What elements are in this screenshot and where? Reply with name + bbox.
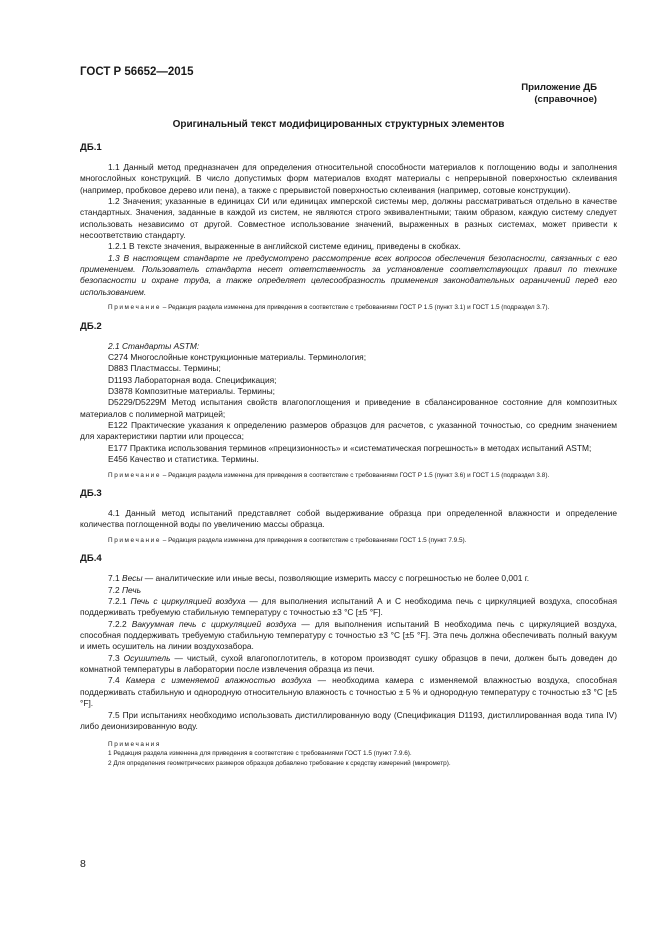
note-db2 — [80, 472, 617, 481]
clause-text: — необходима камера с изменяемой влажностью воздуха, способная поддерживать стабильную и однородную относительную влажность с точностью ± 5 % и однородную температуру с точностью ±3 °С [±5 °F]. — [80, 675, 617, 709]
astm-list-item: E456 Качество и статистика. Термины. — [108, 454, 259, 465]
note-db1 — [80, 304, 617, 313]
term-italic: Камера с изменяемой влажностью воздуха — [125, 675, 312, 686]
notes-label-text: Примечания — [108, 741, 161, 749]
astm-list-item: D5229/D5229M Метод испытания свойств влагопоглощения и приведение в сбалансированное состояние для композитных материалов с полимерной матрицей; — [80, 397, 617, 419]
paragraph-7-2-2 — [80, 619, 617, 653]
paragraph-4-1: 4.1 Данный метод испытаний представляет собой выдерживание образца при определенной влажности и определение количества поглощенной воды по увеличению массы образца. — [80, 508, 617, 530]
note-label: Примечание — [108, 471, 161, 479]
section-heading-db3: ДБ.3 — [80, 488, 102, 500]
note-text: – Редакция раздела изменена для приведения в соответствие с требованиями ГОСТ Р 1.5 (пункт 3.1) и ГОСТ 1.5 (подраздел 3.7). — [161, 304, 550, 312]
main-content — [80, 142, 617, 768]
term-italic: Осушитель — [123, 652, 171, 663]
astm-list-item: E177 Практика использования терминов «прецизионность» и «систематическая погрешность» в методах испытаний ASTM; — [108, 442, 592, 453]
clause-text: — для выполнения испытаний А и С необходима печь с циркуляцией воздуха, способная поддерживать требуемую стабильную температуру с точностью ±3 °С [±5 °F]. — [80, 596, 618, 618]
paragraph-1-1: 1.1 Данный метод предназначен для определения относительной способности материалов к поглощению воды и заполнения многослойных конструкций. В число допустимых форм материалов входят материалы с непрерывной поверхностью склеивания (например, пробковое дерево или пена), а также с прерывистой поверхностью склеивания (например, сотовые конструкции). — [80, 162, 617, 195]
astm-list-item: E122 Практические указания к определению размеров образцов для расчетов, с указанной точностью, со средним значением для характеристики партии или процесса; — [80, 420, 617, 442]
page-number: 8 — [80, 858, 86, 870]
note-item: 1 Редакция раздела изменена для приведения в соответствие с требованиями ГОСТ 1.5 (пункт 7.9.6). — [108, 750, 412, 758]
clause-number: 7.3 — [108, 652, 124, 663]
note-text: – Редакция раздела изменена для приведения в соответствие с требованиями ГОСТ Р 1.5 (пункт 3.6) и ГОСТ 1.5 (подраздел 3.8). — [161, 471, 550, 479]
document-title: Оригинальный текст модифицированных структурных элементов — [172, 119, 505, 130]
term-italic: Печь — [121, 584, 141, 595]
astm-list-item: D1193 Лабораторная вода. Спецификация; — [108, 374, 277, 385]
note-label: Примечание — [108, 304, 161, 312]
clause-number: 7.2.2 — [108, 618, 132, 629]
paragraph-1-2-1: 1.2.1 В тексте значения, выраженные в английской системе единиц, приведены в скобках. — [108, 241, 461, 252]
astm-list-item: D883 Пластмассы. Термины; — [108, 363, 221, 374]
standard-header: ГОСТ Р 56652—2015 — [80, 66, 194, 78]
note-db3 — [80, 537, 617, 546]
term-italic: Вакуумная печь с циркуляцией воздуха — [131, 618, 297, 629]
paragraph-7-2-1 — [80, 596, 617, 619]
astm-list-item: C274 Многослойные конструкционные материалы. Терминология; — [108, 352, 367, 363]
appendix-title: Приложение ДБ — [521, 82, 597, 93]
appendix-heading — [80, 82, 597, 106]
paragraph-2-1 — [80, 341, 617, 352]
paragraph-1-3 — [80, 253, 617, 298]
clause-number: 7.1 — [108, 573, 122, 584]
clause-text: — аналитические или иные весы, позволяющие измерить массу с погрешностью не более 0,001 г. — [142, 573, 530, 584]
paragraph-7-2 — [80, 585, 617, 596]
paragraph-7-3 — [80, 653, 617, 676]
paragraph-7-1 — [80, 573, 617, 584]
paragraph-1-2: 1.2 Значения; указанные в единицах СИ или единицах имперской системы мер, должны рассматриваться отдельно в качестве стандартных. Значения, заданные в каждой из систем, не являются строго эквивалентными; таким образом, каждую систему следует использовать независимо от другой. Совместное использование значений, выраженных в разных системах, может привести к несоответствию стандарту. — [80, 196, 617, 241]
clause-number: 7.2 — [108, 584, 122, 595]
paragraph-7-5: 7.5 При испытаниях необходимо использовать дистиллированную воду (Спецификация D1193, дистиллированная вода типа IV) либо деионизированную воду. — [80, 709, 617, 731]
appendix-subtitle: (справочное) — [534, 94, 597, 105]
term-italic: Весы — [121, 573, 143, 584]
clause-text: — для выполнения испытаний В необходима печь с циркуляцией воздуха, способная поддерживать требуемую стабильную температуру с точностью ±3 °С [±5 °F]. Эта печь должна обеспечивать полный вакуум и иметь осушитель на линии воздухозабора. — [80, 618, 617, 652]
section-heading-db1: ДБ.1 — [80, 142, 102, 153]
astm-standards-intro: 2.1 Стандарты ASTM: — [108, 340, 200, 351]
note-text: – Редакция раздела изменена для приведения в соответствие с требованиями ГОСТ 1.5 (пункт 7.9.5). — [161, 536, 467, 544]
clause-number: 7.2.1 — [108, 596, 131, 607]
clause-text: — чистый, сухой влагопоглотитель, в котором производят сушку образцов в печи, должен быть доведен до комнатной температуры в лаборатории после извлечения образца из печи. — [80, 652, 617, 675]
paragraph-7-4 — [80, 675, 617, 709]
paragraph-1-3-text: 1.3 В настоящем стандарте не предусмотрено рассмотрение всех вопросов обеспечения безопасности, связанных с его применением. Пользователь стандарта несет ответственность за установление соответствующих правил по технике безопасности и охране труда, а также определяет целесообразность применения законодательных ограничений перед его использованием. — [80, 252, 617, 297]
section-heading-db2: ДБ.2 — [80, 320, 102, 332]
astm-list-item: D3878 Композитные материалы. Термины; — [108, 386, 275, 397]
note-item: 2 Для определения геометрических размеров образцов добавлено требование к средству измерений (микрометр). — [108, 759, 451, 767]
clause-number: 7.4 — [108, 675, 126, 686]
section-heading-db4: ДБ.4 — [80, 553, 102, 565]
notes-label — [80, 740, 617, 749]
term-italic: Печь с циркуляцией воздуха — [130, 596, 246, 607]
note-label: Примечание — [108, 536, 161, 544]
